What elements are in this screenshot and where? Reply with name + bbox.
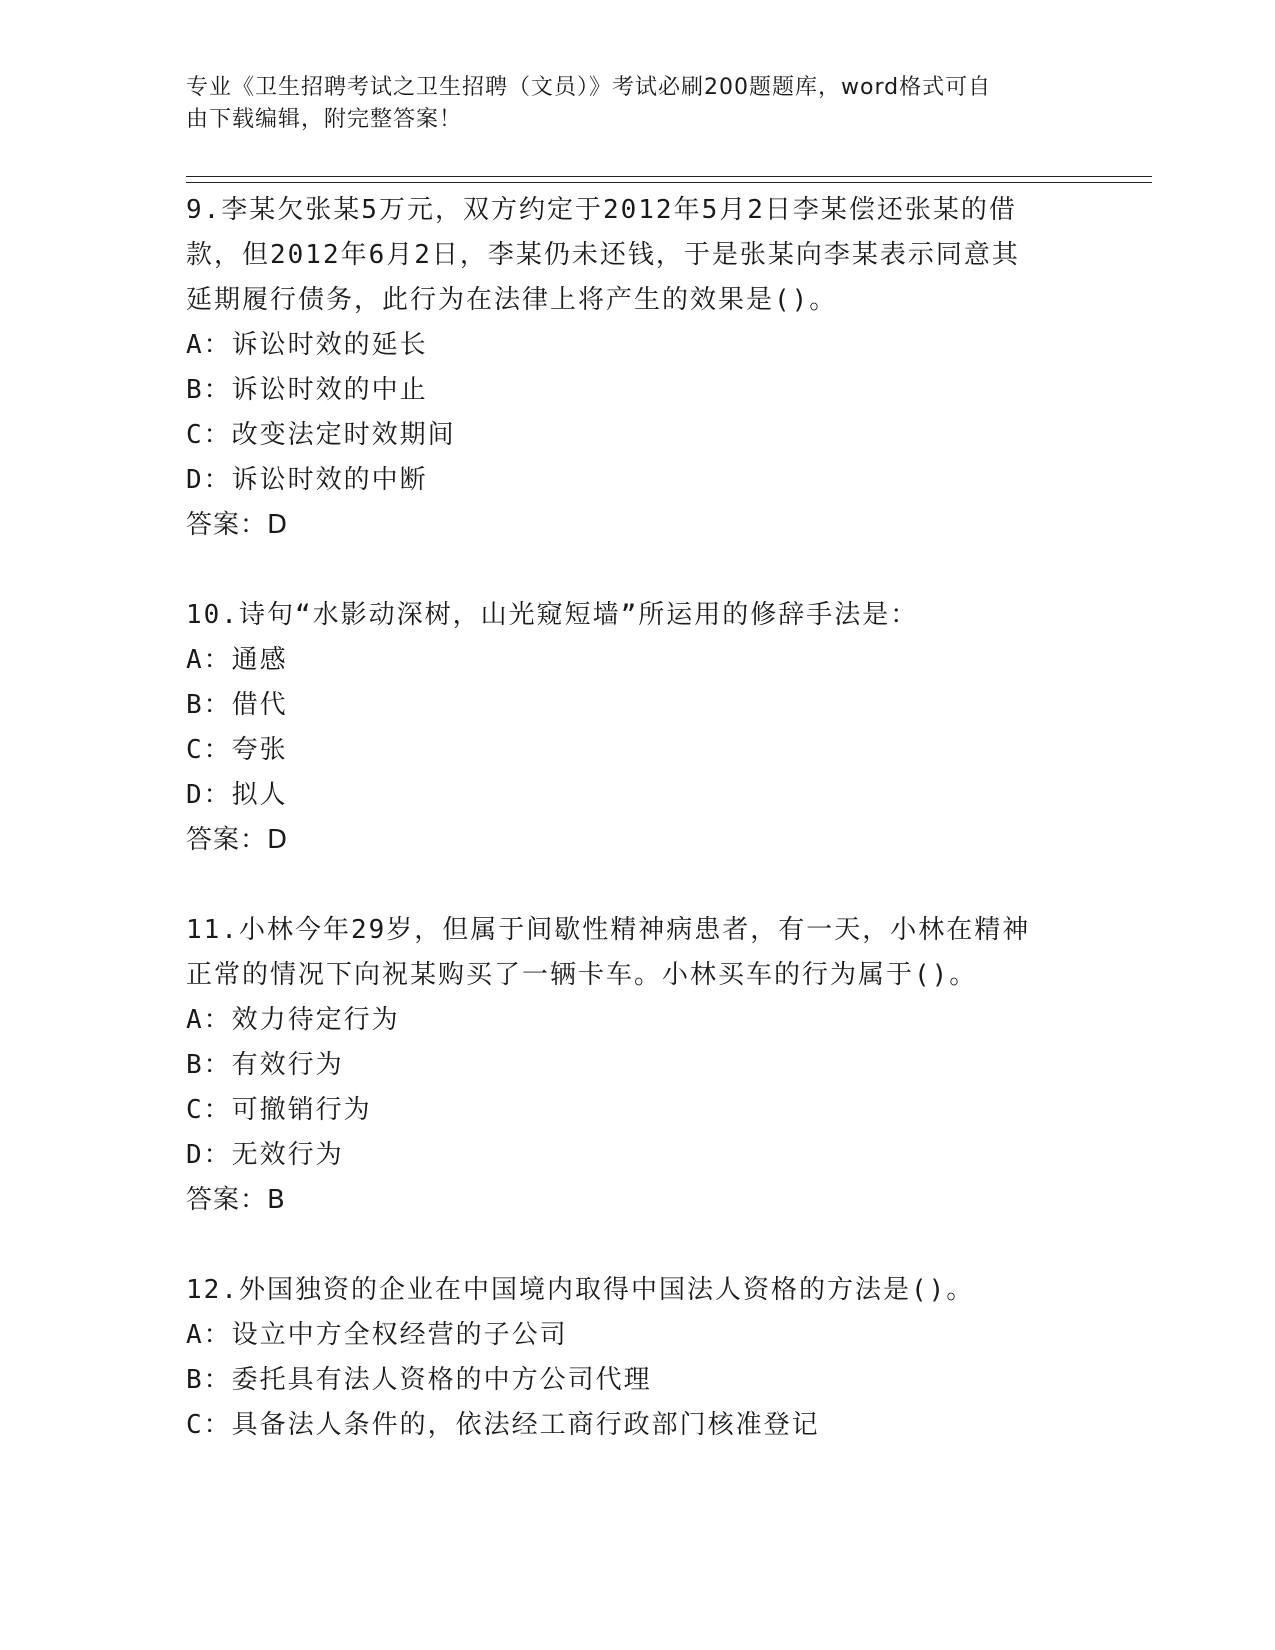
option-c: C：具备法人条件的，依法经工商行政部门核准登记: [186, 1410, 820, 1440]
option-c: C：改变法定时效期间: [186, 420, 456, 450]
answer-line: 答案：B: [186, 1185, 286, 1215]
option-b: B：诉讼时效的中止: [186, 375, 428, 405]
header-divider-top: [186, 176, 1152, 177]
answer-line: 答案：D: [186, 510, 289, 540]
option-d: D：无效行为: [186, 1140, 344, 1170]
question-list: [186, 188, 1086, 1448]
header-line-1: 专业《卫生招聘考试之卫生招聘（文员）》考试必刷200题题库，word格式可自: [186, 75, 992, 100]
option-a: A：诉讼时效的延长: [186, 330, 428, 360]
question-item: [186, 908, 1086, 1223]
option-c: C：可撤销行为: [186, 1095, 372, 1125]
option-a: A：设立中方全权经营的子公司: [186, 1320, 568, 1350]
question-text-line: 12.外国独资的企业在中国境内取得中国法人资格的方法是()。: [186, 1275, 975, 1305]
question-item: [186, 1268, 1086, 1448]
option-c: C：夸张: [186, 735, 288, 765]
question-text-line: 10.诗句“水影动深树，山光窥短墙”所运用的修辞手法是：: [186, 600, 919, 630]
question-text-line: 9.李某欠张某5万元，双方约定于2012年5月2日李某偿还张某的借: [186, 195, 1017, 225]
option-a: A：通感: [186, 645, 288, 675]
option-b: B：借代: [186, 690, 288, 720]
question-item: [186, 593, 1086, 863]
option-a: A：效力待定行为: [186, 1005, 400, 1035]
header-divider-bottom: [186, 182, 1152, 183]
document-header: [186, 72, 1086, 136]
option-d: D：拟人: [186, 780, 288, 810]
option-b: B：有效行为: [186, 1050, 344, 1080]
question-text-line: 11.小林今年29岁，但属于间歇性精神病患者，有一天，小林在精神: [186, 915, 1031, 945]
option-b: B：委托具有法人资格的中方公司代理: [186, 1365, 652, 1395]
question-text-line: 延期履行债务，此行为在法律上将产生的效果是()。: [186, 285, 838, 315]
question-text-line: 正常的情况下向祝某购买了一辆卡车。小林买车的行为属于()。: [186, 960, 978, 990]
option-d: D：诉讼时效的中断: [186, 465, 428, 495]
question-text-line: 款，但2012年6月2日，李某仍未还钱，于是张某向李某表示同意其: [186, 240, 1020, 270]
question-item: [186, 188, 1086, 548]
header-line-2: 由下载编辑，附完整答案！: [186, 107, 463, 132]
answer-line: 答案：D: [186, 825, 289, 855]
